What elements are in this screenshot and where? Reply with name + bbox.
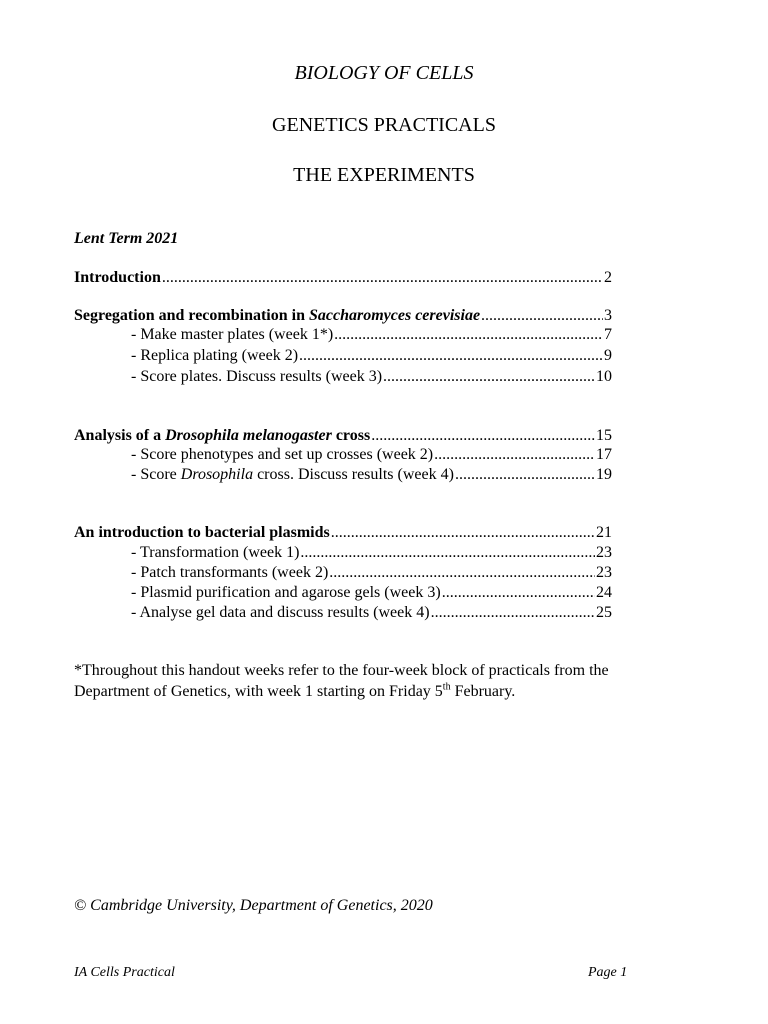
toc-subentry-label: - Plasmid purification and agarose gels (week 3) <box>131 584 441 601</box>
toc-page-number: 10 <box>596 368 612 385</box>
document-title: BIOLOGY OF CELLS <box>294 62 474 84</box>
toc-entry-label: Analysis of a Drosophila melanogaster cross <box>74 427 371 444</box>
copyright-notice: © Cambridge University, Department of Genetics, 2020 <box>74 897 433 914</box>
toc-subentry <box>131 325 612 344</box>
toc-page-number: 25 <box>596 604 612 621</box>
toc-subentry-label: - Transformation (week 1) <box>131 544 300 561</box>
toc-entry-section-plasmids <box>74 523 612 542</box>
toc-leader-dots <box>431 603 595 622</box>
term-label: Lent Term 2021 <box>74 230 179 247</box>
toc-subentry-label: - Make master plates (week 1*) <box>131 326 334 343</box>
document-subtitle: GENETICS PRACTICALS <box>272 114 496 136</box>
toc-leader-dots <box>162 268 603 287</box>
toc-subentry <box>131 543 612 562</box>
toc-subentry <box>131 346 612 365</box>
toc-leader-dots <box>331 523 595 542</box>
toc-subentry <box>131 465 612 484</box>
toc-entry-section-yeast <box>74 306 612 325</box>
toc-page-number: 19 <box>596 466 612 483</box>
toc-subentry <box>131 583 612 602</box>
toc-leader-dots <box>442 583 595 602</box>
toc-leader-dots <box>334 325 603 344</box>
toc-entry-introduction <box>74 268 612 287</box>
toc-entry-label: Segregation and recombination in Saccharomyces cerevisiae <box>74 307 481 324</box>
toc-subentry-label: - Replica plating (week 2) <box>131 347 299 364</box>
toc-page-number: 21 <box>596 524 612 541</box>
toc-subentry <box>131 445 612 464</box>
toc-leader-dots <box>299 346 603 365</box>
toc-subentry <box>131 367 612 386</box>
toc-subentry-label: - Patch transformants (week 2) <box>131 564 329 581</box>
toc-subentry <box>131 603 612 622</box>
footer-left: IA Cells Practical <box>74 965 175 980</box>
toc-entry-label: Introduction <box>74 269 161 286</box>
toc-leader-dots <box>481 306 603 325</box>
toc-leader-dots <box>300 543 595 562</box>
toc-entry-section-drosophila <box>74 426 612 445</box>
toc-page-number: 7 <box>604 326 612 343</box>
toc-subentry-label: - Score Drosophila cross. Discuss results (week 4) <box>131 466 454 483</box>
footnote: *Throughout this handout weeks refer to the four-week block of practicals from the Department of Genetics, with week 1 starting on Friday 5th February. <box>74 662 609 700</box>
toc-page-number: 9 <box>604 347 612 364</box>
document-heading: THE EXPERIMENTS <box>293 164 475 186</box>
toc-leader-dots <box>383 367 595 386</box>
toc-page-number: 23 <box>596 544 612 561</box>
toc-leader-dots <box>455 465 595 484</box>
toc-leader-dots <box>371 426 595 445</box>
toc-page-number: 23 <box>596 564 612 581</box>
toc-subentry-label: - Score phenotypes and set up crosses (week 2) <box>131 446 434 463</box>
toc-page-number: 17 <box>596 446 612 463</box>
toc-subentry-label: - Analyse gel data and discuss results (week 4) <box>131 604 430 621</box>
toc-entry-label: An introduction to bacterial plasmids <box>74 524 330 541</box>
toc-page-number: 3 <box>604 307 612 324</box>
toc-page-number: 15 <box>596 427 612 444</box>
toc-leader-dots <box>434 445 595 464</box>
toc-leader-dots <box>329 563 595 582</box>
toc-subentry-label: - Score plates. Discuss results (week 3) <box>131 368 383 385</box>
toc-page-number: 2 <box>604 269 612 286</box>
page-number: Page 1 <box>588 965 628 980</box>
toc-subentry <box>131 563 612 582</box>
toc-page-number: 24 <box>596 584 612 601</box>
